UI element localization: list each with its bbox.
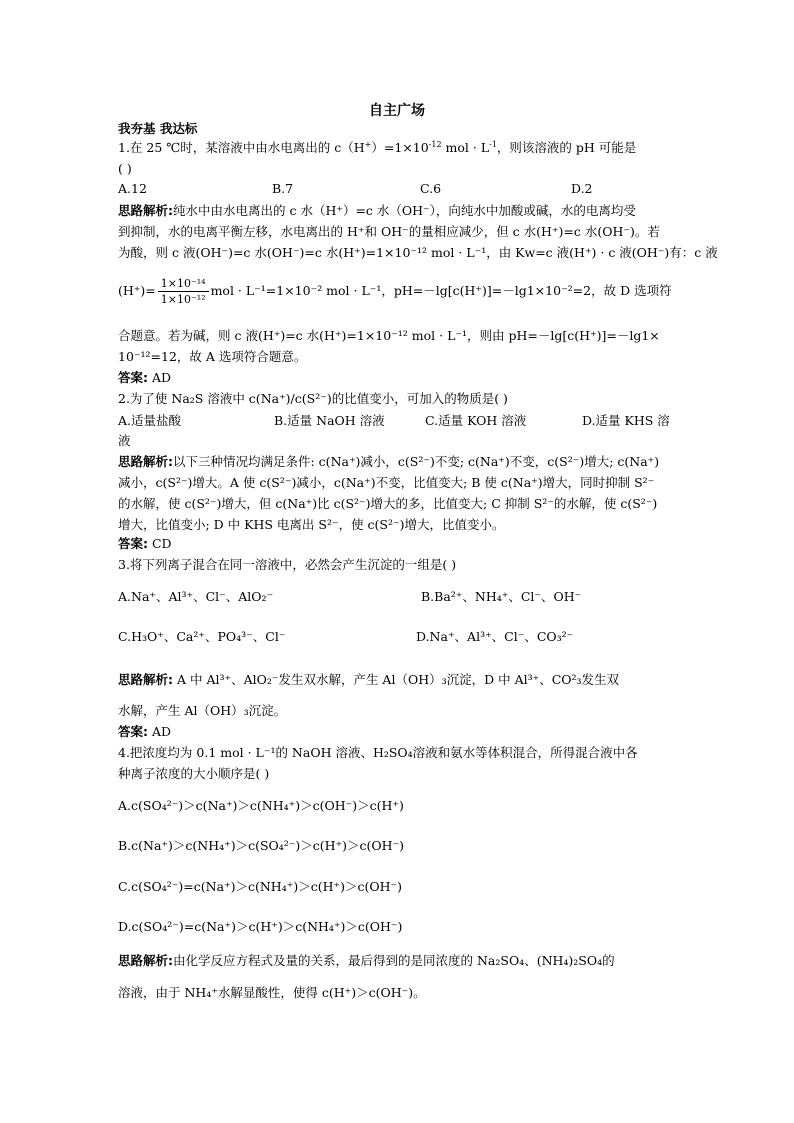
q3-stem: 3.将下列离子混合在同一溶液中，必然会产生沉淀的一组是( ) bbox=[118, 557, 457, 572]
q4-analysis-line-1: 思路解析:由化学反应方程式及量的关系，最后得到的是同浓度的 Na₂SO₄、(NH₄)₂SO₄的 bbox=[118, 953, 615, 968]
q1-analysis-line-6: 10⁻¹²=12，故 A 选项符合题意。 bbox=[118, 349, 307, 364]
q3-analysis-line-2: 水解，产生 Al（OH）₃沉淀。 bbox=[118, 703, 287, 718]
q2-analysis-line-1: 思路解析:以下三种情况均满足条件: c(Na⁺)减小，c(S²⁻)不变; c(Na⁺)不变，c(S²⁻)增大; c(Na⁺) bbox=[118, 454, 660, 469]
q4-option-b: B.c(Na⁺)＞c(NH₄⁺)＞c(SO₄²⁻)＞c(H⁺)＞c(OH⁻) bbox=[118, 838, 405, 853]
q1-analysis-line-1: 思路解析:纯水中由水电离出的 c 水（H⁺）=c 水（OH⁻），向纯水中加酸或碱，水的电离均受 bbox=[118, 203, 636, 218]
q2-analysis-line-4: 增大，比值变小; D 中 KHS 电离出 S²⁻，使 c(S²⁻)增大，比值变小。 bbox=[118, 517, 505, 532]
q2-answer: 答案: CD bbox=[118, 536, 172, 551]
q2-option-d: D.适量 KHS 溶 bbox=[582, 413, 670, 428]
q2-option-a: A.适量盐酸 bbox=[118, 413, 182, 428]
q2-option-d-wrap: 液 bbox=[118, 433, 131, 448]
q4-option-a: A.c(SO₄²⁻)＞c(Na⁺)＞c(NH₄⁺)＞c(OH⁻)＞c(H⁺) bbox=[118, 798, 404, 813]
q1-analysis-line-2: 到抑制，水的电离平衡左移，水电离出的 H⁺和 OH⁻的量相应减少，但 c 水(H⁺)=c 水(OH⁻)。若 bbox=[118, 224, 660, 239]
q3-option-c: C.H₃O⁺、Ca²⁺、PO₄³⁻、Cl⁻ bbox=[118, 629, 286, 644]
q1-option-a: A.12 bbox=[118, 181, 147, 196]
q2-stem: 2.为了使 Na₂S 溶液中 c(Na⁺)/c(S²⁻)的比值变小，可加入的物质是( ) bbox=[118, 391, 508, 406]
page-title: 自主广场 bbox=[369, 103, 425, 119]
fraction: $\frac{\text{1×10⁻¹⁴}}{\text{1×10⁻¹²}}$ bbox=[158, 276, 209, 307]
q2-analysis-line-3: 的水解，使 c(S²⁻)增大，但 c(Na⁺)比 c(S²⁻)增大的多，比值变大; C 抑制 S²⁻的水解，使 c(S²⁻) bbox=[118, 496, 658, 511]
section-heading: 我夯基 我达标 bbox=[118, 121, 198, 136]
q1-answer: 答案: AD bbox=[118, 370, 172, 385]
q4-stem-line-1: 4.把浓度均为 0.1 mol · L⁻¹的 NaOH 溶液、H₂SO₄溶液和氨水等体积混合，所得混合液中各 bbox=[118, 745, 638, 760]
q3-analysis-line-1: 思路解析: A 中 Al³⁺、AlO₂⁻发生双水解，产生 Al（OH）₃沉淀，D 中 Al³⁺、CO²₃发生双 bbox=[118, 672, 620, 687]
q3-answer: 答案: AD bbox=[118, 724, 172, 739]
q1-option-c: C.6 bbox=[420, 181, 442, 196]
q3-option-a: A.Na⁺、Al³⁺、Cl⁻、AlO₂⁻ bbox=[118, 589, 274, 604]
q1-option-b: B.7 bbox=[272, 181, 294, 196]
q4-option-d: D.c(SO₄²⁻)=c(Na⁺)＞c(H⁺)＞c(NH₄⁺)＞c(OH⁻) bbox=[118, 919, 403, 934]
q1-analysis-line-4: (H⁺)= $\frac{\text{1×10⁻¹⁴}}{\text{1×10⁻¹²}}$ mol · L⁻¹=1×10⁻² mol · L⁻¹，pH=－lg[c(H⁺)]=－lg1×10⁻²=2，故 D 选项符 bbox=[118, 277, 672, 306]
q1-analysis-line-3: 为酸，则 c 液(OH⁻)=c 水(OH⁻)=c 水(H⁺)=1×10⁻¹² mol · L⁻¹，由 Kw=c 液(H⁺) · c 液(OH⁻)有：c 液 bbox=[118, 245, 718, 260]
q1-analysis-line-5: 合题意。若为碱，则 c 液(H⁺)=c 水(H⁺)=1×10⁻¹² mol · L⁻¹，则由 pH=－lg[c(H⁺)]=－lg1× bbox=[118, 328, 660, 343]
q4-analysis-line-2: 溶液，由于 NH₄⁺水解显酸性，使得 c(H⁺)＞c(OH⁻)。 bbox=[118, 985, 426, 1000]
q1-paren: ( ) bbox=[118, 161, 132, 176]
q1-option-d: D.2 bbox=[571, 181, 593, 196]
q2-analysis-line-2: 减小，c(S²⁻)增大。A 使 c(S²⁻)减小，c(Na⁺)不变，比值变大; B 使 c(Na⁺)增大，同时抑制 S²⁻ bbox=[118, 475, 655, 490]
q1-stem: 1.在 25 ℃时，某溶液中由水电离出的 $c(H^+)=1\times 10^{-12}$ mol · $L^{-1}$，则该溶液的 pH 可能是 bbox=[118, 139, 637, 155]
q2-option-b: B.适量 NaOH 溶液 bbox=[274, 413, 385, 428]
q4-option-c: C.c(SO₄²⁻)=c(Na⁺)＞c(NH₄⁺)＞c(H⁺)＞c(OH⁻) bbox=[118, 879, 402, 894]
q3-option-b: B.Ba²⁺、NH₄⁺、Cl⁻、OH⁻ bbox=[421, 589, 582, 604]
q2-option-c: C.适量 KOH 溶液 bbox=[425, 413, 527, 428]
q4-stem-line-2: 种离子浓度的大小顺序是( ) bbox=[118, 766, 270, 781]
q3-option-d: D.Na⁺、Al³⁺、Cl⁻、CO₃²⁻ bbox=[416, 629, 574, 644]
